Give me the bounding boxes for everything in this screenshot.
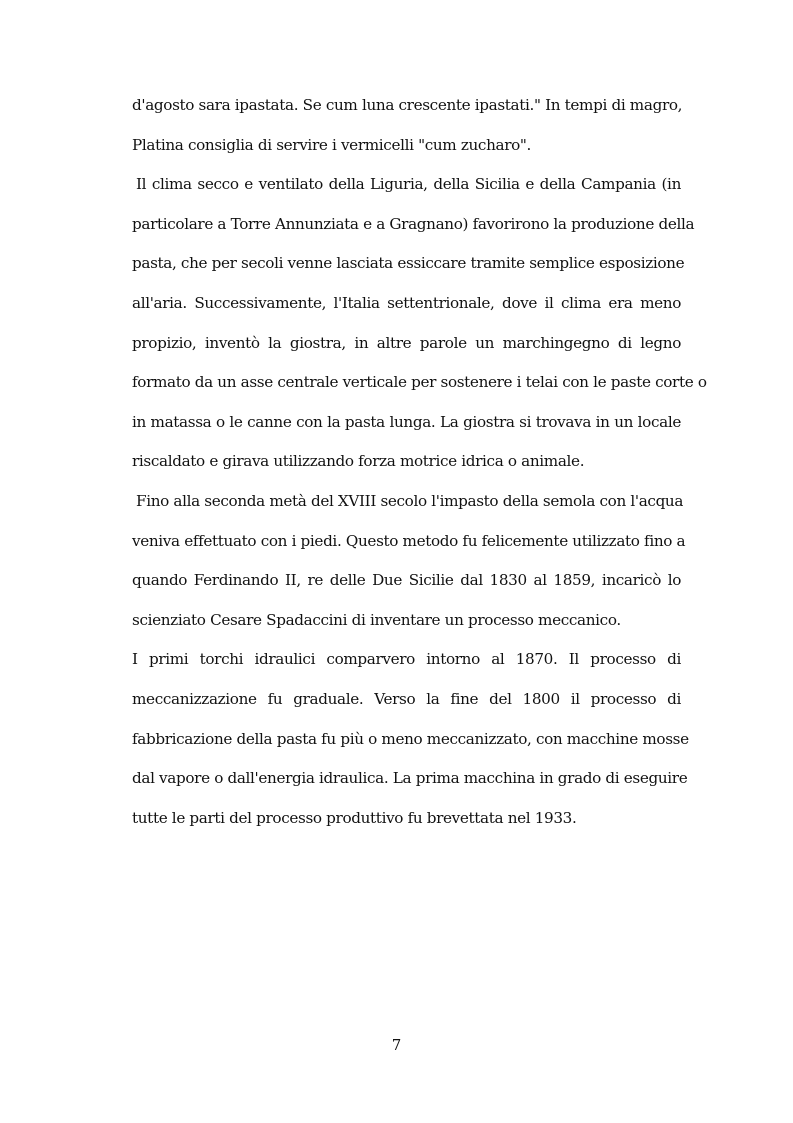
document-body	[132, 86, 707, 838]
text-line: meccanizzazione fu graduale. Verso la fine del 1800 il processo di	[132, 689, 681, 708]
text-line: dal vapore o dall'energia idraulica. La prima macchina in grado di eseguire	[132, 769, 688, 788]
text-line: pasta, che per secoli venne lasciata essiccare tramite semplice esposizione	[132, 254, 685, 273]
text-line: propizio, inventò la giostra, in altre parole un marchingegno di legno	[132, 333, 681, 352]
text-line: riscaldato e girava utilizzando forza motrice idrica o animale.	[132, 452, 585, 471]
text-line: I primi torchi idraulici comparvero intorno al 1870. Il processo di	[132, 650, 681, 669]
text-line: tutte le parti del processo produttivo fu brevettata nel 1933.	[132, 808, 577, 827]
text-line: quando Ferdinando II, re delle Due Sicilie dal 1830 al 1859, incaricò lo	[132, 571, 681, 590]
text-line: particolare a Torre Annunziata e a Gragnano) favorirono la produzione della	[132, 214, 695, 233]
text-line: Platina consiglia di servire i vermicelli "cum zucharo".	[132, 135, 532, 154]
text-line: in matassa o le canne con la pasta lunga. La giostra si trovava in un locale	[132, 412, 681, 431]
text-line: scienziato Cesare Spadaccini di inventare un processo meccanico.	[132, 610, 621, 629]
text-line: veniva effettuato con i piedi. Questo metodo fu felicemente utilizzato fino a	[132, 531, 686, 550]
text-line: formato da un asse centrale verticale per sostenere i telai con le paste corte o	[132, 373, 707, 392]
text-line: d'agosto sara ipastata. Se cum luna crescente ipastati." In tempi di magro,	[132, 96, 683, 114]
page-number: 7	[391, 1036, 402, 1054]
text-line: Il clima secco e ventilato della Liguria, della Sicilia e della Campania (in	[136, 175, 681, 194]
text-line: all'aria. Successivamente, l'Italia settentrionale, dove il clima era meno	[132, 293, 681, 312]
text-line: fabbricazione della pasta fu più o meno meccanizzato, con macchine mosse	[132, 729, 689, 748]
text-line: Fino alla seconda metà del XVIII secolo l'impasto della semola con l'acqua	[136, 491, 684, 510]
